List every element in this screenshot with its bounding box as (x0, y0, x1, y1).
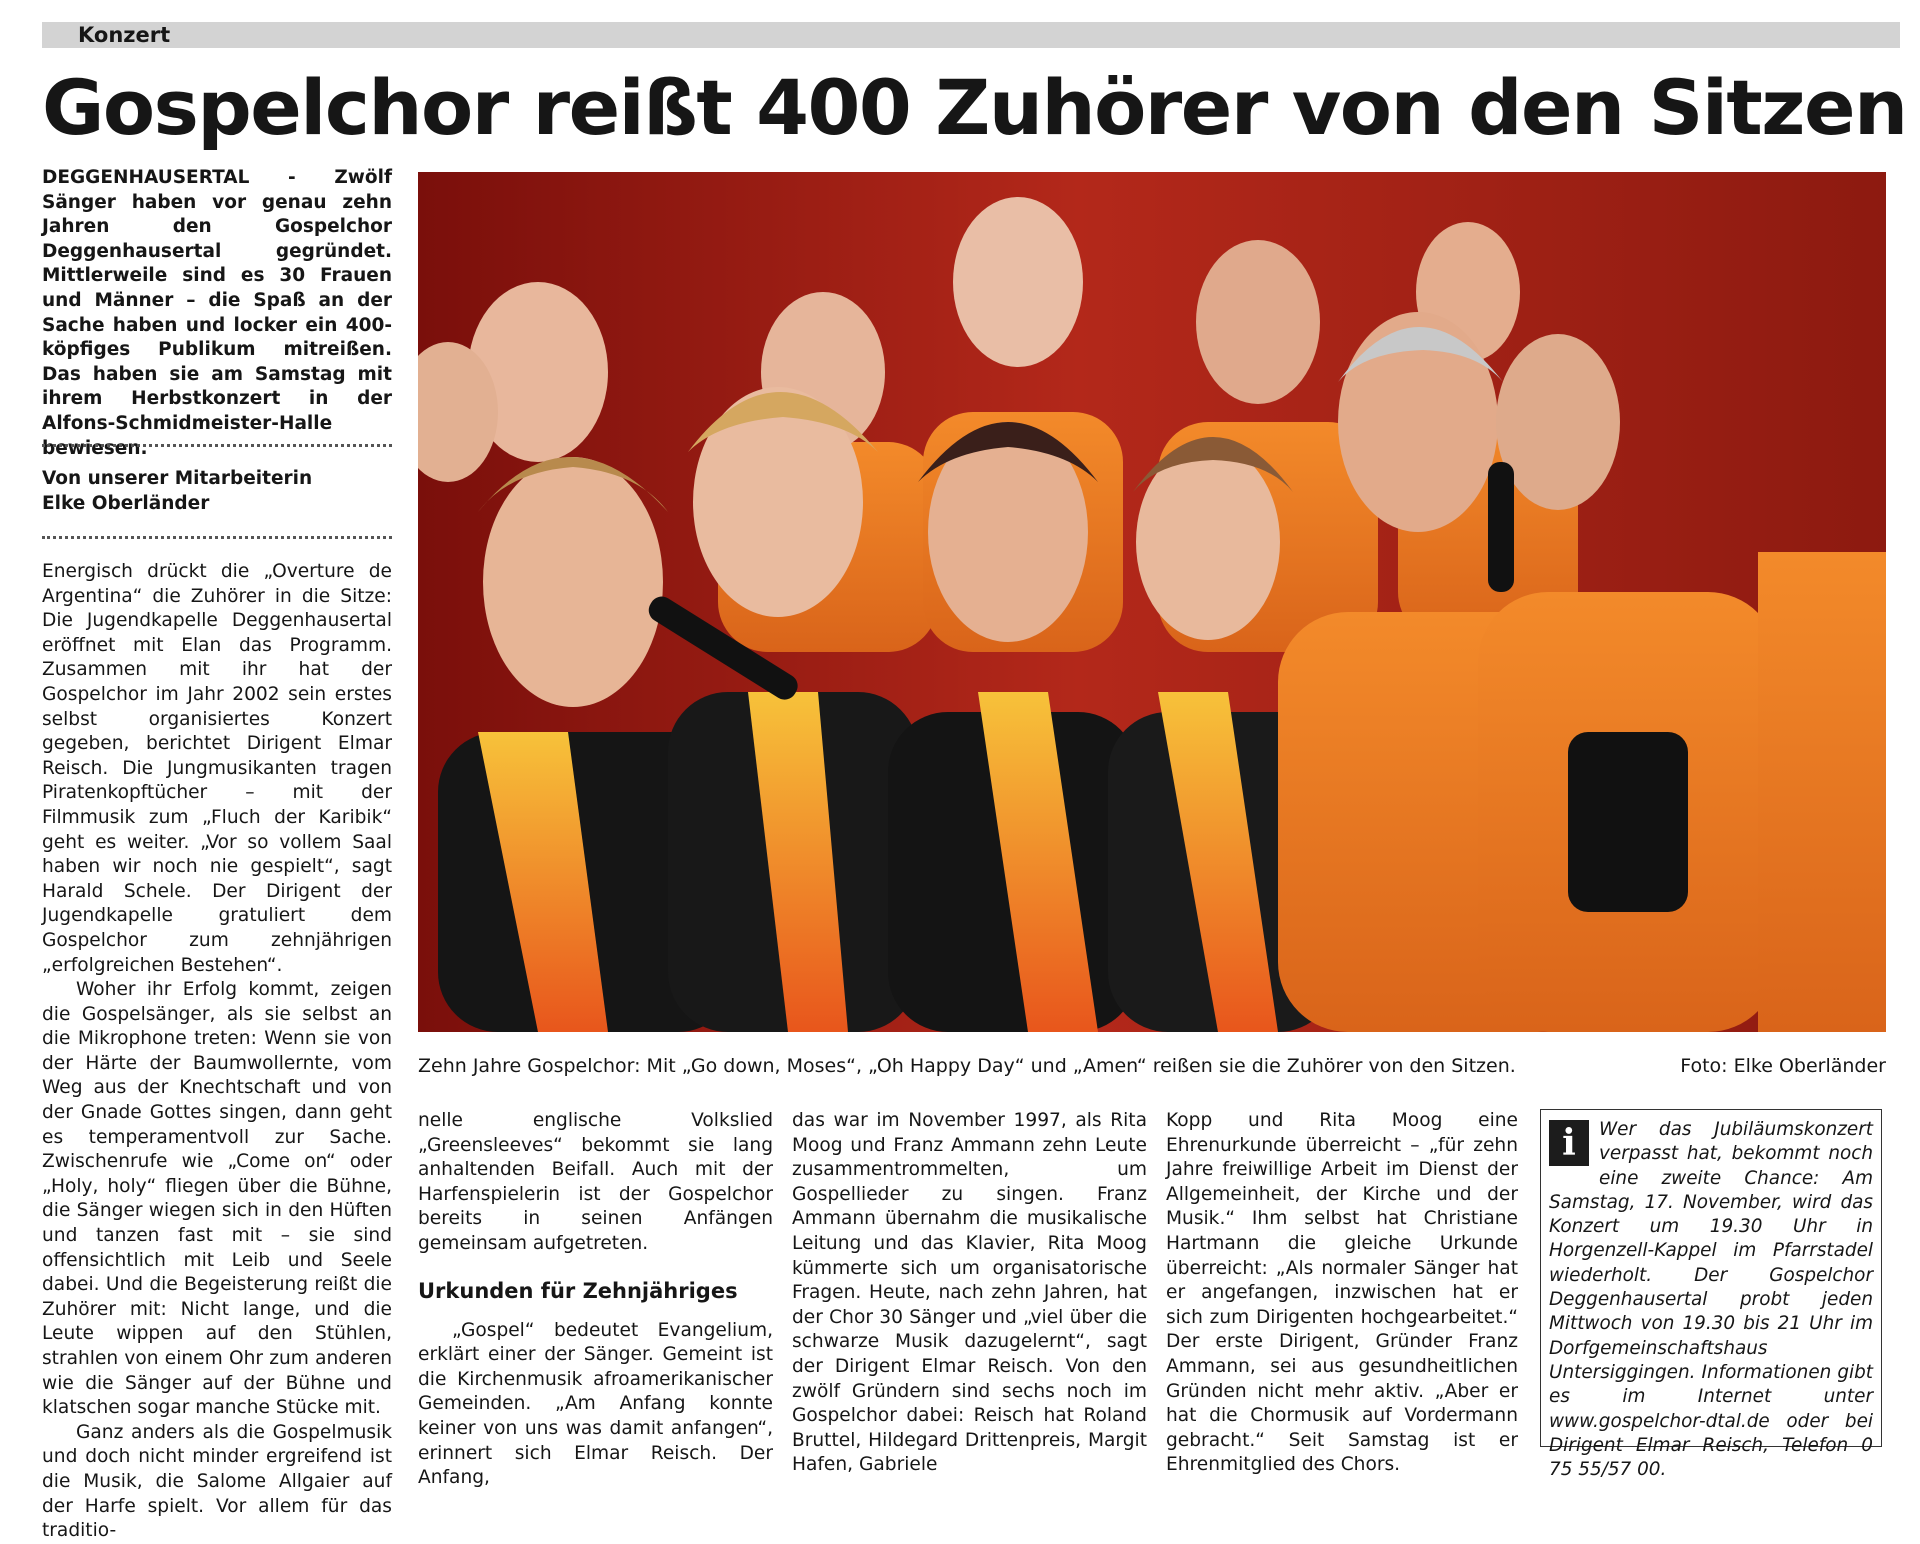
info-box-content (1549, 1118, 1873, 1482)
photo-caption: Zehn Jahre Gospelchor: Mit „Go down, Moses“, „Oh Happy Day“ und „Amen“ reißen sie die Zuhörer von den Sitzen. (418, 1055, 1516, 1077)
lead-paragraph: DEGGENHAUSERTAL - Zwölf Sänger haben vor genau zehn Jahren den Gospelchor Deggenhausertal gegründet. Mittlerweile sind es 30 Frauen und Männer – die Spaß an der Sache haben und locker ein 400-köpfiges Publikum mitreißen. Das haben sie am Samstag mit ihrem Herbstkonzert in der Alfons-Schmidmeister-Halle bewiesen. (42, 167, 392, 459)
paragraph: Ganz anders als die Gospelmusik und doch nicht minder ergreifend ist die Musik, die Salome Allgaier auf der Harfe spielt. Vor allem für das traditio- (42, 1421, 392, 1542)
choir-photo (418, 172, 1886, 1032)
divider (42, 536, 392, 539)
photo-credit: Foto: Elke Oberländer (1680, 1055, 1886, 1077)
choir-photo-illustration (418, 172, 1886, 1032)
paragraph: nelle englische Volkslied „Greensleeves“ bekommt sie lang anhaltenden Beifall. Auch mit der Harfenspielerin ist der Gospelchor bereits in seinen Anfängen gemeinsam aufgetreten. (418, 1110, 773, 1254)
paragraph: Woher ihr Erfolg kommt, zeigen die Gospelsänger, als sie selbst an die Mikrophone treten: Wenn sie von der Härte der Baumwollernte, vom Weg aus der Knechtschaft und von der Gnade Gottes singen, dann geht es temperamentvoll zur Sache. Zwischenrufe wie „Come on“ oder „Holy, holy“ fliegen über die Bühne, die Sänger wiegen sich in den Hüften und tanzen fast mit – sie sind offensichtlich mit Leib und Seele dabei. Und die Begeisterung reißt die Zuhörer mit: Nicht lange, und die Leute wippen auf den Stühlen, strahlen von einem Ohr zum anderen wie die Sänger auf der Bühne und klatschen sogar manche Stücke mit. (42, 979, 392, 1419)
rubric-label: Konzert (78, 23, 171, 47)
article-column-3 (792, 1109, 1147, 1478)
info-box-text: Wer das Jubiläumskonzert verpasst hat, bekommt noch eine zweite Chance: Am Samstag, 17. November, wird das Konzert um 19.30 Uhr in Horgenzell-Kappel im Pfarrstadel wiederholt. Der Gospelchor Deggenhausertal probt jeden Mittwoch von 19.30 bis 21 Uhr im Dorfgemeinschaftshaus Untersiggingen. Informationen gibt es im Internet unter www.gospelchor-dtal.de oder bei Dirigent Elmar Reisch, Telefon 0 75 55/57 00. (1549, 1119, 1873, 1481)
info-icon: i (1549, 1120, 1589, 1166)
subheading: Urkunden für Zehnjähriges (418, 1278, 738, 1303)
paragraph: das war im November 1997, als Rita Moog und Franz Ammann zehn Leute zusammentrommelten, um Gospellieder zu singen. Franz Ammann übernahm die musikalische Leitung und das Klavier, Rita Moog kümmerte sich um organisatorische Fragen. Heute, nach zehn Jahren, hat der Chor 30 Sänger und „viel über die schwarze Musik dazugelernt“, sagt der Dirigent Elmar Reisch. Von den zwölf Gründern sind sechs noch im Gospelchor dabei: Reisch hat Roland Bruttel, Hildegard Drittenpreis, Margit Hafen, Gabriele (792, 1110, 1147, 1476)
byline-author: Elke Oberländer (42, 492, 210, 514)
headline: Gospelchor reißt 400 Zuhörer von den Sitzen (42, 63, 1907, 152)
paragraph: Energisch drückt die „Overture de Argentina“ die Zuhörer in die Sitze: Die Jugendkapelle Deggenhausertal eröffnet mit Elan das Programm. Zusammen mit ihr hat der Gospelchor im Jahr 2002 sein erstes selbst organisiertes Konzert gegeben, berichtet Dirigent Elmar Reisch. Die Jungmusikanten tragen Piratenkopftücher – mit der Filmmusik zum „Fluch der Karibik“ geht es weiter. „Vor so vollem Saal haben wir noch nie gespielt“, sagt Harald Schele. Der Dirigent der Jugendkapelle gratuliert dem Gospelchor zum zehnjährigen „erfolgreichen Bestehen“. (42, 561, 392, 976)
paragraph: „Gospel“ bedeutet Evangelium, erklärt einer der Sänger. Gemeint ist die Kirchenmusik afroamerikanischer Gemeinden. „Am Anfang konnte keiner von uns was damit anfangen“, erinnert sich Elmar Reisch. Der Anfang, (418, 1319, 773, 1489)
rubric-bar (42, 22, 1900, 48)
byline-role: Von unserer Mitarbeiterin (42, 468, 313, 489)
divider (42, 444, 392, 447)
article-column-2 (418, 1109, 773, 1491)
info-box (1540, 1109, 1882, 1481)
paragraph: Kopp und Rita Moog eine Ehrenurkunde überreicht – „für zehn Jahre freiwillige Arbeit im Dienst der Allgemeinheit, der Kirche und der Musik.“ Ihm selbst hat Christiane Hartmann die gleiche Urkunde überreicht: „Als normaler Sänger hat er angefangen, inzwischen hat er sich zum Dirigenten hochgearbeitet.“ Der erste Dirigent, Gründer Franz Ammann, sei aus gesundheitlichen Gründen nicht mehr aktiv. „Aber er hat die Chormusik auf Vordermann gebracht.“ Seit Samstag ist er Ehrenmitglied des Chors. (1166, 1110, 1518, 1476)
article-column-4 (1166, 1109, 1518, 1478)
article-column-1 (42, 560, 392, 1544)
byline (42, 467, 392, 516)
